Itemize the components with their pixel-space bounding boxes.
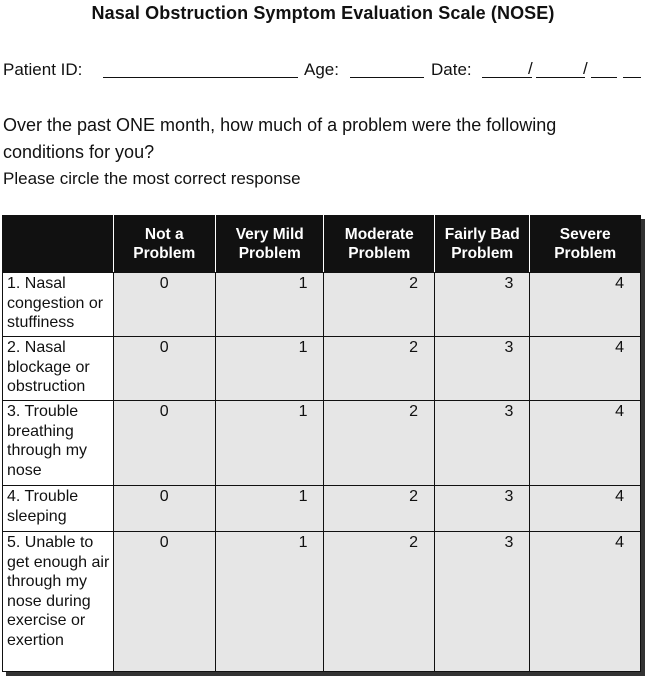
score-option[interactable]: 2 <box>324 486 435 532</box>
header-row <box>3 216 641 273</box>
nose-table <box>2 215 641 672</box>
date-label: Date: <box>431 60 472 79</box>
score-option[interactable]: 4 <box>530 273 641 337</box>
score-option[interactable]: 3 <box>435 532 530 672</box>
score-option[interactable]: 2 <box>324 532 435 672</box>
score-option[interactable]: 2 <box>324 337 435 401</box>
table-row <box>3 273 641 337</box>
score-option[interactable]: 3 <box>435 486 530 532</box>
patient-fields <box>3 60 643 84</box>
score-option[interactable]: 2 <box>324 273 435 337</box>
score-option[interactable]: 0 <box>113 532 215 672</box>
symptom-label: 3. Trouble breathing through my nose <box>3 401 114 486</box>
date-slash-2: / <box>583 59 588 78</box>
age-line[interactable] <box>350 77 424 78</box>
score-option[interactable]: 0 <box>113 486 215 532</box>
header-blank <box>3 216 114 273</box>
score-option[interactable]: 2 <box>324 401 435 486</box>
column-header: Severe Problem <box>530 216 641 273</box>
date-year-line-2[interactable] <box>623 77 641 78</box>
table-row <box>3 532 641 672</box>
patient-id-label: Patient ID: <box>3 60 83 79</box>
score-option[interactable]: 4 <box>530 486 641 532</box>
question-line-2: conditions for you? <box>3 142 155 162</box>
date-month-line[interactable] <box>482 77 532 78</box>
score-option[interactable]: 3 <box>435 337 530 401</box>
score-option[interactable]: 4 <box>530 532 641 672</box>
age-label: Age: <box>304 60 339 79</box>
table-row <box>3 486 641 532</box>
symptom-label: 4. Trouble sleeping <box>3 486 114 532</box>
table-body <box>3 273 641 672</box>
score-option[interactable]: 0 <box>113 273 215 337</box>
score-option[interactable]: 1 <box>215 273 324 337</box>
date-year-line[interactable] <box>591 77 617 78</box>
question-line-1: Over the past ONE month, how much of a problem were the following <box>3 115 557 135</box>
instruction: Please circle the most correct response <box>3 169 301 188</box>
date-day-line[interactable] <box>536 77 585 78</box>
score-option[interactable]: 1 <box>215 486 324 532</box>
score-option[interactable]: 3 <box>435 401 530 486</box>
symptom-label: 2. Nasal blockage or obstruction <box>3 337 114 401</box>
column-header: Fairly Bad Problem <box>435 216 530 273</box>
score-option[interactable]: 0 <box>113 401 215 486</box>
column-header: Very Mild Problem <box>215 216 324 273</box>
score-option[interactable]: 0 <box>113 337 215 401</box>
column-header: Not a Problem <box>113 216 215 273</box>
score-option[interactable]: 4 <box>530 401 641 486</box>
table-row <box>3 337 641 401</box>
column-header: Moderate Problem <box>324 216 435 273</box>
symptom-label: 1. Nasal congestion or stuffiness <box>3 273 114 337</box>
patient-id-line[interactable] <box>103 77 298 78</box>
score-option[interactable]: 1 <box>215 401 324 486</box>
date-slash-1: / <box>528 59 533 78</box>
score-option[interactable]: 3 <box>435 273 530 337</box>
form-title: Nasal Obstruction Symptom Evaluation Scale (NOSE) <box>91 3 555 23</box>
symptom-label: 5. Unable to get enough air through my nose during exercise or exertion <box>3 532 114 672</box>
score-option[interactable]: 1 <box>215 532 324 672</box>
score-option[interactable]: 4 <box>530 337 641 401</box>
score-option[interactable]: 1 <box>215 337 324 401</box>
table-row <box>3 401 641 486</box>
